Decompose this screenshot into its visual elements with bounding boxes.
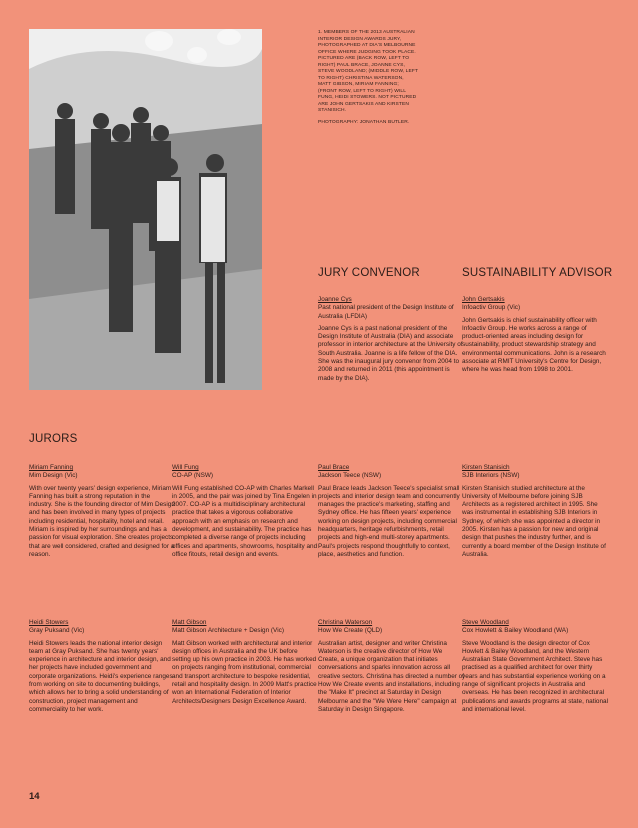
advisor-bio	[462, 296, 608, 375]
bio-text: Will Fung established CO-AP with Charles Markell in 2005, and the pair was joined by Tina Engelen in 2007. CO-AP is a multidisciplinary architectural practice that takes a vigorous collaborative approach with an emphasis on research and development, and sustainability. The practice has completed a diverse range of projects including offices and apartments, showrooms, hospitality and office fitouts, retail design and events.	[172, 484, 318, 558]
juror-bio	[462, 464, 608, 559]
juror-bio	[318, 619, 464, 714]
photo-caption	[318, 30, 418, 131]
bio-text: Joanne Cys is a past national president of the Design Institute of Australia (DIA) and associate professor in interior architecture at the University of South Australia. Joanne is a life fellow of the DIA. She was the inaugural jury convenor from 2004 to 2008 and returned in 2011 (this appointment is made by the DIA).	[318, 324, 463, 382]
bio-text: Heidi Stowers leads the national interior design team at Gray Puksand. She has twenty years' experience in architecture and interior design, and her projects have included government and corporate organizations. Heidi's experience ranges from working on site to documenting buildings, which allows her to bring a solid understanding of construction, project management and commerciality to her work.	[29, 639, 173, 713]
bio-org: Jackson Teece (NSW)	[318, 472, 382, 480]
bio-name: Joanne Cys	[318, 296, 352, 303]
bio-text: With over twenty years' design experience, Miriam Fanning has built a strong reputation in the industry. She is the founding director of Mim Design and has been involved in many types of projects including residential, hospitality, hotel and retail. Miriam is inspired by her surroundings and has a passion for visual exploration. She creates projects that are well considered, crafted and designed for a reason.	[29, 484, 175, 558]
juror-bio	[29, 464, 175, 559]
juror-bio	[29, 619, 175, 714]
bio-org: Mim Design (Vic)	[29, 472, 78, 480]
bio-org: CO-AP (NSW)	[172, 472, 214, 480]
juror-bio	[462, 619, 608, 714]
caption-credit: PHOTOGRAPHY: JONATHAN BUTLER.	[318, 119, 410, 125]
juror-bio	[318, 464, 464, 559]
bio-name: Steve Woodland	[462, 619, 509, 626]
bio-text: Australian artist, designer and writer Christina Waterson is the creative director of How We Create, a unique organization that initiates conversations and sparks innovation across all creative sectors. Christina has directed a number of How We Create events and installations, including the "Make It" precinct at Saturday in Design Melbourne and the "We Were Here" campaign at Saturday in Design Singapore.	[318, 639, 464, 713]
bio-name: Christina Waterson	[318, 619, 373, 626]
bio-text: John Gertsakis is chief sustainability officer with Infoactiv Group. He works across a range of product-oriented areas including design for sustainability, product stewardship strategy and environmental communications. John is a research associate at RMIT University's Centre for Design, where he was head from 1998 to 2001.	[462, 316, 606, 374]
heading-jurors: JURORS	[29, 433, 78, 445]
bio-text: Paul Brace leads Jackson Teece's specialist small projects and interior design team and concurrently manages the practice's marketing, staffing and Sydney office. He has fifteen years' experience working on design projects, including commercial headquarters, heritage refurbishments, retail projects and high-end multi-storey apartments. Paul's projects respond thoughtfully to context, place, aesthetics and function.	[318, 484, 460, 558]
juror-bio	[172, 619, 318, 706]
bio-org: Infoactiv Group (Vic)	[462, 304, 521, 312]
bio-name: John Gertsakis	[462, 296, 505, 303]
bio-org: Past national president of the Design Institute of Australia (LFDIA)	[318, 304, 454, 320]
bio-text: Matt Gibson worked with architectural and interior design offices in Australia and the UK before setting up his own practice in 2003. He has worked on projects ranging from institutional, commercial and transport architecture to bespoke residential, retail and hospitality design. In 2009 Matt's practice won an International Federation of Interior Architects/Designers Design Excellence Award.	[172, 639, 317, 705]
bio-org: SJB Interiors (NSW)	[462, 472, 520, 480]
bio-org: Cox Howlett & Bailey Woodland (WA)	[462, 627, 569, 635]
caption-text: 1. MEMBERS OF THE 2013 AUSTRALIAN INTERIOR DESIGN AWARDS JURY, PHOTOGRAPHED AT DIA'S MELBOURNE OFFICE WHERE JUDGING TOOK PLACE. PICTURED ARE (BACK ROW, LEFT TO RIGHT) PAUL BRACE, JOANNE CYS, STEVE WOODLAND; (MIDDLE ROW, LEFT TO RIGHT) CHRISTINA WATERSON, MATT GIBSON, MIRIAM FANNING; (FRONT ROW, LEFT TO RIGHT) WILL FUNG, HEIDI STOWERS. NOT PICTURED ARE JOHN GERTSAKIS AND KIRSTEN STANISICH.	[318, 30, 418, 113]
bio-name: Matt Gibson	[172, 619, 207, 626]
bio-org: How We Create (QLD)	[318, 627, 383, 635]
bio-text: Kirsten Stanisich studied architecture at the University of Melbourne before joining SJB Architects as a registered architect in 1995. She was instrumental in establishing SJB Interiors in Sydney, of which she was appointed a director in 2005. Kirsten has a passion for new and original design that pushes the industry further, and is currently a board member of the Design Institute of Australia.	[462, 484, 606, 558]
bio-name: Kirsten Stanisich	[462, 464, 510, 471]
bio-name: Paul Brace	[318, 464, 350, 471]
bio-org: Gray Puksand (Vic)	[29, 627, 85, 635]
heading-sustainability-advisor: SUSTAINABILITY ADVISOR	[462, 267, 613, 279]
convenor-bio	[318, 296, 464, 383]
bio-org: Matt Gibson Architecture + Design (Vic)	[172, 627, 284, 635]
bio-text: Steve Woodland is the design director of Cox Howlett & Bailey Woodland, and the Western Australian State Government Architect. Steve has practised as a qualified architect for over thirty years and has substantial experience working on a range of significant projects in Australia and overseas. He has been recognized in architectural publications and awards programs at state, national and international level.	[462, 639, 609, 713]
jury-photo-image	[29, 29, 262, 390]
bio-name: Miriam Fanning	[29, 464, 74, 471]
page-number: 14	[29, 791, 40, 802]
heading-jury-convenor: JURY CONVENOR	[318, 267, 420, 279]
bio-name: Heidi Stowers	[29, 619, 69, 626]
bio-name: Will Fung	[172, 464, 199, 471]
jury-photo	[29, 29, 262, 390]
juror-bio	[172, 464, 318, 559]
